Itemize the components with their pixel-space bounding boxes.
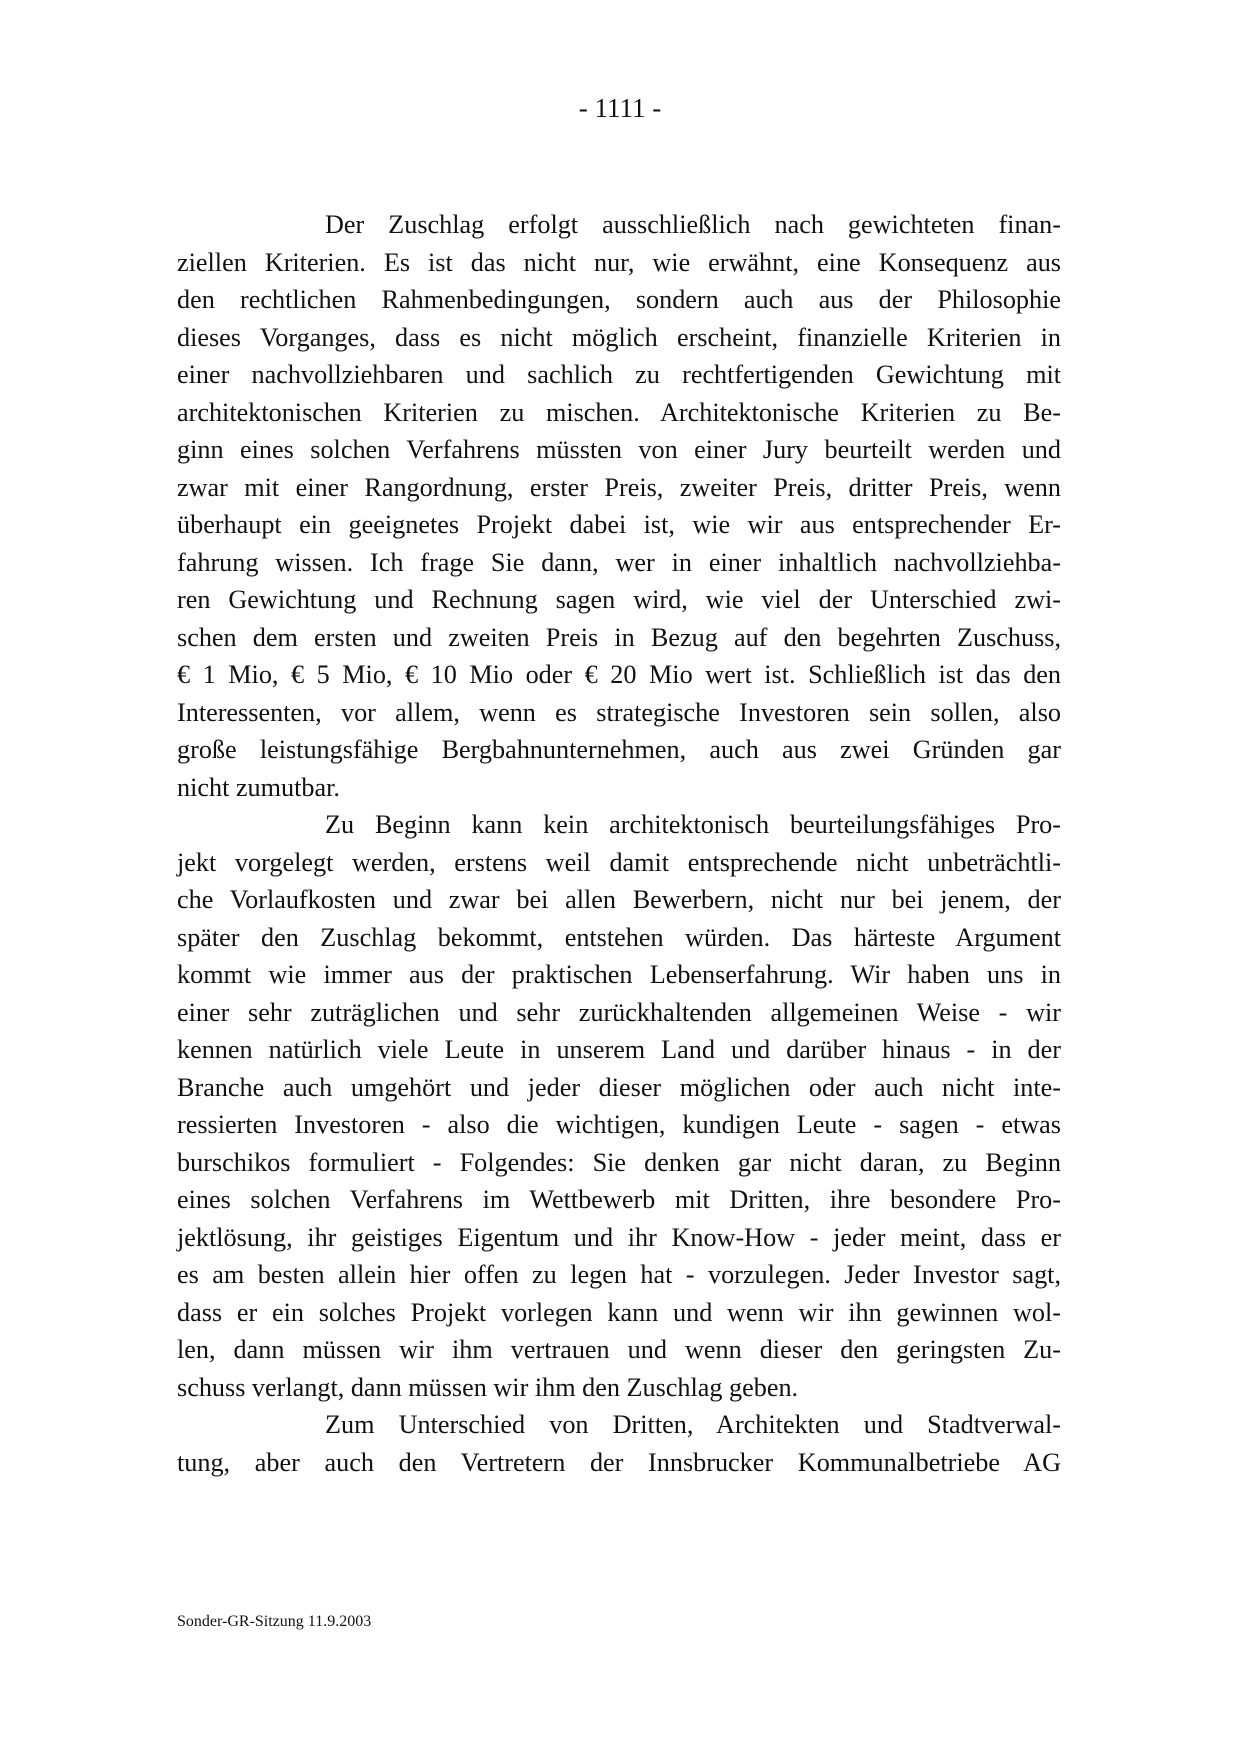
text-line: große leistungsfähige Bergbahnunternehmen, auch aus zwei Gründen gar <box>177 735 1061 764</box>
text-line: kennen natürlich viele Leute in unserem Land und darüber hinaus - in der <box>177 1035 1061 1064</box>
text-line: tung, aber auch den Vertretern der Innsbrucker Kommunalbetriebe AG <box>177 1447 1061 1477</box>
text-line: es am besten allein hier offen zu legen hat - vorzulegen. Jeder Investor sagt, <box>177 1260 1061 1289</box>
text-line: che Vorlaufkosten und zwar bei allen Bewerbern, nicht nur bei jenem, der <box>177 885 1061 914</box>
text-line: ginn eines solchen Verfahrens müssten von einer Jury beurteilt werden und <box>177 435 1061 464</box>
text-line: überhaupt ein geeignetes Projekt dabei ist, wie wir aus entsprechender Er- <box>177 510 1061 539</box>
text-line: len, dann müssen wir ihm vertrauen und wenn dieser den geringsten Zu- <box>177 1335 1061 1364</box>
text-line: jektlösung, ihr geistiges Eigentum und ihr Know-How - jeder meint, dass er <box>177 1222 1061 1252</box>
text-line: ren Gewichtung und Rechnung sagen wird, wie viel der Unterschied zwi- <box>177 585 1061 614</box>
body-text <box>177 206 1061 1481</box>
text-line: Branche auch umgehört und jeder dieser möglichen oder auch nicht inte- <box>177 1072 1061 1102</box>
text-line: den rechtlichen Rahmenbedingungen, sondern auch aus der Philosophie <box>177 285 1061 314</box>
text-line: dieses Vorganges, dass es nicht möglich erscheint, finanzielle Kriterien in <box>177 322 1061 352</box>
paragraph <box>177 806 1061 1406</box>
text-line: zwar mit einer Rangordnung, erster Preis, zweiter Preis, dritter Preis, wenn <box>177 472 1061 502</box>
text-line: dass er ein solches Projekt vorlegen kann und wenn wir ihn gewinnen wol- <box>177 1297 1061 1327</box>
text-line: eines solchen Verfahrens im Wettbewerb mit Dritten, ihre besondere Pro- <box>177 1185 1061 1214</box>
text-line: burschikos formuliert - Folgendes: Sie denken gar nicht daran, zu Beginn <box>177 1147 1061 1177</box>
text-line: nicht zumutbar. <box>177 772 340 802</box>
text-line: einer sehr zuträglichen und sehr zurückhaltenden allgemeinen Weise - wir <box>177 997 1061 1027</box>
text-line: jekt vorgelegt werden, erstens weil damit entsprechende nicht unbeträchtli- <box>177 847 1061 877</box>
text-line: schuss verlangt, dann müssen wir ihm den Zuschlag geben. <box>177 1372 799 1402</box>
paragraph <box>177 1406 1061 1481</box>
text-line: einer nachvollziehbaren und sachlich zu rechtfertigenden Gewichtung mit <box>177 360 1061 389</box>
text-line: Zum Unterschied von Dritten, Architekten und Stadtverwal- <box>325 1410 1061 1439</box>
text-line: fahrung wissen. Ich frage Sie dann, wer in einer inhaltlich nachvollziehba- <box>177 547 1061 577</box>
text-line: ziellen Kriterien. Es ist das nicht nur, wie erwähnt, eine Konsequenz aus <box>177 247 1061 277</box>
text-line: € 1 Mio, € 5 Mio, € 10 Mio oder € 20 Mio wert ist. Schließlich ist das den <box>177 660 1061 689</box>
text-line: ressierten Investoren - also die wichtigen, kundigen Leute - sagen - etwas <box>177 1110 1061 1139</box>
text-line: Zu Beginn kann kein architektonisch beurteilungsfähiges Pro- <box>325 810 1061 839</box>
text-line: schen dem ersten und zweiten Preis in Bezug auf den begehrten Zuschuss, <box>177 622 1061 652</box>
text-line: kommt wie immer aus der praktischen Lebenserfahrung. Wir haben uns in <box>177 960 1061 989</box>
footer-session-label: Sonder-GR-Sitzung 11.9.2003 <box>177 1613 372 1630</box>
text-line: architektonischen Kriterien zu mischen. Architektonische Kriterien zu Be- <box>177 397 1061 427</box>
text-line: später den Zuschlag bekommt, entstehen würden. Das härteste Argument <box>177 922 1061 952</box>
page-number: - 1111 - <box>578 93 662 123</box>
text-line: Der Zuschlag erfolgt ausschließlich nach gewichteten finan- <box>325 210 1061 239</box>
paragraph <box>177 206 1061 806</box>
text-line: Interessenten, vor allem, wenn es strategische Investoren sein sollen, also <box>177 697 1061 727</box>
